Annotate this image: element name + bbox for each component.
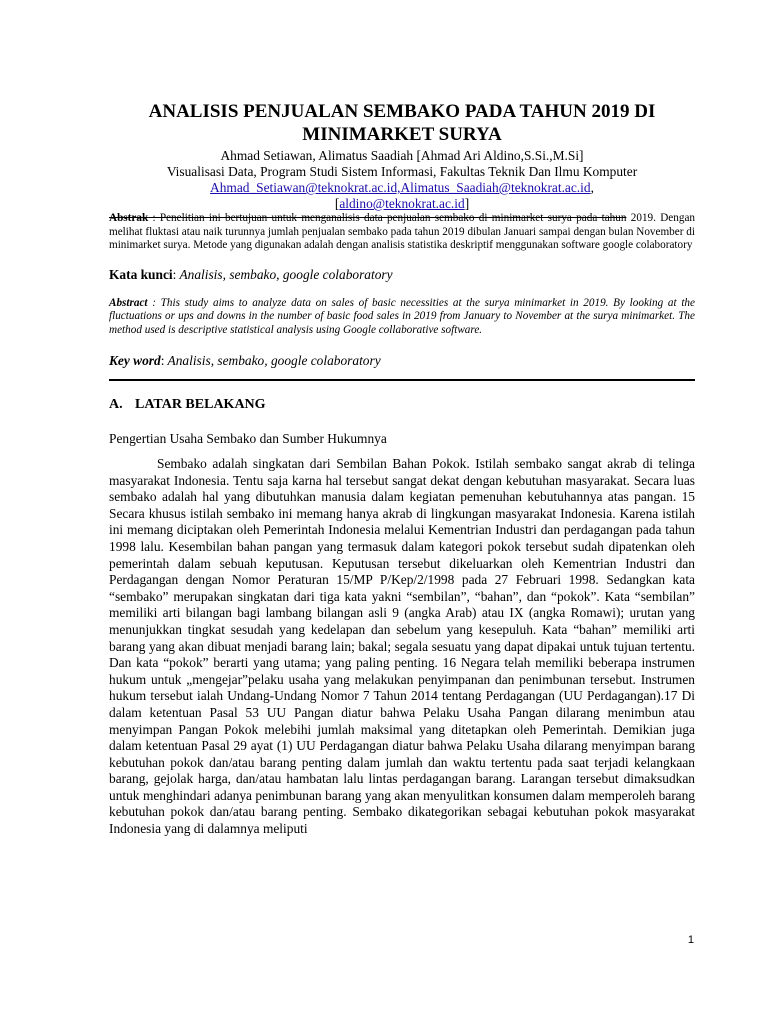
keywords-en-sep: :	[160, 353, 165, 368]
email-line	[109, 180, 695, 196]
section-heading	[109, 397, 695, 413]
abstract-english	[109, 297, 695, 338]
keywords-english	[109, 353, 695, 369]
abstract-id-text: 2019. Dengan melihat fluktasi atau naik turunnya jumlah penjualan sembako pada tahun 2019 dibulan Januari sampai dengan bulan November di minimarket surya. Metode yang digunakan adalah dengan analisis statistika deskriptif menggunakan software google colaboratory	[109, 212, 696, 251]
keywords-en-label: Key word	[109, 353, 161, 368]
section-title: LATAR BELAKANG	[135, 397, 266, 412]
abstract-indonesian	[109, 212, 695, 253]
keywords-id-sep: :	[172, 266, 177, 282]
abstract-id-first-line: : Penelitian ini bertujuan untuk menganalisis data penjualan sembako di minimarket surya pada tahun	[148, 212, 627, 224]
section-number: A.	[109, 397, 123, 412]
title-line-2: MINIMARKET SURYA	[302, 124, 502, 145]
title-line-1: ANALISIS PENJUALAN SEMBAKO PADA TAHUN 2019 DI	[148, 101, 656, 122]
abstract-id-label: Abstrak	[109, 212, 149, 224]
page-number: 1	[687, 934, 694, 946]
keywords-en-value: Analisis, sembako, google colaboratory	[164, 353, 381, 368]
abstract-en-text: : This study aims to analyze data on sales of basic necessities at the surya minimarket in 2019. By looking at the fluctuations or ups and downs in the number of basic food sales in 2019 from January to November at the surya minimarket. The method used is descriptive statistical analysis using Google collaborative software.	[109, 296, 695, 336]
abstract-en-label: Abstract	[109, 296, 148, 309]
email-bracket-close: ]	[464, 196, 470, 211]
keywords-indonesian	[109, 267, 695, 283]
subheading: Pengertian Usaha Sembako dan Sumber Hukumnya	[109, 431, 387, 446]
keywords-id-label: Kata kunci	[109, 266, 173, 282]
body-paragraph: Sembako adalah singkatan dari Sembilan Bahan Pokok. Istilah sembako sangat akrab di telinga masyarakat Indonesia. Tentu saja karna hal tersebut sangat dekat dengan kebutuhan masyarakat. Secara luas sembako adalah hal yang dibutuhkan manusia dalam kegiatan pemenuhan kebutuhannya atas pangan. 15 Secara khusus istilah sembako ini memang hanya akrab di lingkungan masyarakat Indonesia. Karena istilah ini memang diciptakan oleh Pemerintah Indonesia melalui Kementrian Industri dan perdagangan pada tahun 1998 lalu. Kesembilan bahan pangan yang termasuk dalam kategori pokok tersebut sudah dipatenkan oleh pemerintah dalam sebuah keputusan. Keputusan tersebut dikeluarkan oleh Kementrian Industri dan Perdagangan dengan Nomor Peraturan 15/MP P/Kep/2/1998 pada 27 Februari 1998. Sedangkan kata “sembako” merupakan singkatan dari tiga kata yakni “sembilan”, “bahan”, dan “pokok”. Kata “sembilan” memiliki arti bilangan bagi lambang bilangan asli 9 (angka Arab) atau IX (angka Romawi); urutan yang menunjukkan tingkat sesudah yang kedelapan dan sebelum yang kesepuluh. Kata “bahan” memiliki arti barang yang akan dibuat menjadi barang lain; bakal; segala sesuatu yang dapat dipakai untuk tujuan tertentu. Dan kata “pokok” berarti yang utama; yang paling penting. 16 Negara telah memiliki beberapa instrumen hukum untuk „mengejar”pelaku usaha yang melakukan penyimpanan dan penimbunan tersebut. Instrumen hukum tersebut ialah Undang-Undang Nomor 7 Tahun 2014 tentang Perdagangan (UU Perdagangan).17 Di dalam ketentuan Pasal 53 UU Pangan diatur bahwa Pelaku Usaha Pangan dilarang menimbun atau menyimpan Pangan Pokok melebihi jumlah maksimal yang ditetapkan oleh Pemerintah. Demikian juga dalam ketentuan Pasal 29 ayat (1) UU Perdagangan diatur bahwa Pelaku Usaha dilarang menyimpan barang kebutuhan pokok dan/atau barang penting dalam jumlah dan waktu tertentu pada saat terjadi kelangkaan barang, gejolak harga, dan/atau hambatan lalu lintas perdagangan barang. Larangan tersebut dimaksudkan untuk menghindari adanya penimbunan barang yang akan menyulitkan konsumen dalam memperoleh barang kebutuhan pokok dan/atau barang penting. Sembako dikategorikan sebagai kebutuhan pokok masyarakat Indonesia yang di dalamnya meliputi	[109, 456, 695, 837]
keywords-id-value: Analisis, sembako, google colaboratory	[176, 266, 393, 282]
email-link-authors[interactable]: Ahmad_Setiawan@teknokrat.ac.id,Alimatus_Saadiah@teknokrat.ac.id	[210, 180, 591, 195]
author-list: Ahmad Setiawan, Alimatus Saadiah [Ahmad Ari Aldino,S.Si.,M.Si]	[220, 148, 584, 163]
section-divider	[109, 379, 695, 381]
email-line-2	[109, 196, 695, 212]
paper-title	[109, 100, 695, 146]
email-link-aldino[interactable]: aldino@teknokrat.ac.id	[339, 196, 465, 211]
document-page	[109, 100, 695, 851]
affiliation: Visualisasi Data, Program Studi Sistem Informasi, Fakultas Teknik Dan Ilmu Komputer	[166, 164, 638, 179]
email-comma: ,	[590, 180, 594, 195]
email-bracket-open: [	[334, 196, 340, 211]
